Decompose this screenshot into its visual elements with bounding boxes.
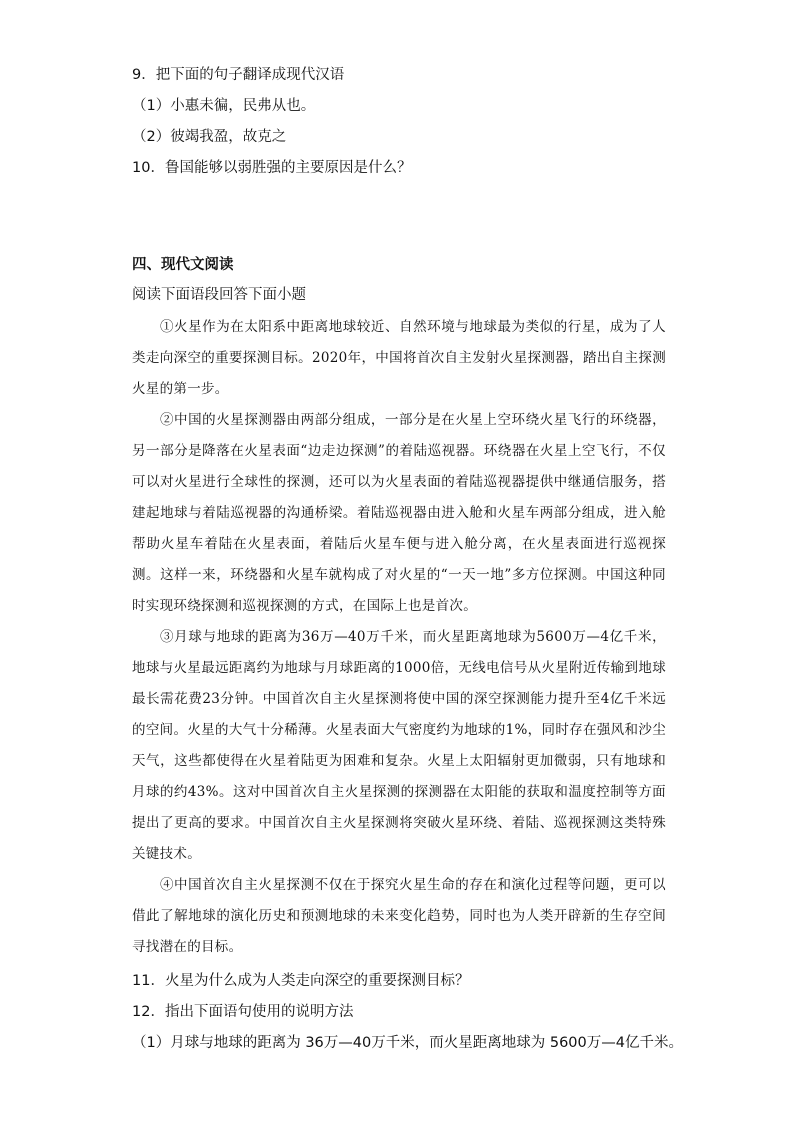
question-11: 11．火星为什么成为人类走向深空的重要探测目标？ [132,973,470,989]
question-9-part-2: （2）彼竭我盈，故克之 [132,129,287,145]
question-12: 12．指出下面语句使用的说明方法 [132,1004,354,1020]
passage-paragraph-2: ②中国的火星探测器由两部分组成，一部分是在火星上空环绕火星飞行的环绕器，另一部分是降落在火星表面“边走边探测”的着陆巡视器。环绕器在火星上空飞行，不仅可以对火星进行全球性的探测，还可以为火星表面的着陆巡视器提供中继通信服务，搭建起地球与着陆巡视器的沟通桥梁。着陆巡视器由进入舱和火星车两部分组成，进入舱帮助火星车着陆在火星表面，着陆后火星车便与进入舱分离，在火星表面进行巡视探测。这样一来，环绕器和火星车就构成了对火星的“一天一地”多方位探测。中国这种同时实现环绕探测和巡视探测的方式，在国际上也是首次。 [132,412,666,614]
passage-paragraph-1: ①火星作为在太阳系中距离地球较近、自然环境与地球最为类似的行星，成为了人类走向深空的重要探测目标。2020年，中国将首次自主发射火星探测器，踏出自主探测火星的第一步。 [132,319,666,397]
section-instruction: 阅读下面语段回答下面小题 [132,287,306,303]
section-heading: 四、现代文阅读 [132,257,234,273]
question-10: 10．鲁国能够以弱胜强的主要原因是什么？ [132,160,412,176]
question-12-part-1: （1）月球与地球的距离为 36万—40万千米，而火星距离地球为 5600万—4亿千米。 [132,1035,683,1051]
passage-paragraph-4: ④中国首次自主火星探测不仅在于探究火星生命的存在和演化过程等问题，更可以借此了解地球的演化历史和预测地球的未来变化趋势，同时也为人类开辟新的生存空间寻找潜在的目标。 [132,877,666,955]
question-9-part-1: （1）小惠未徧，民弗从也。 [132,98,316,114]
passage-paragraph-3: ③月球与地球的距离为36万—40万千米，而火星距离地球为5600万—4亿千米，地球与火星最远距离约为地球与月球距离的1000倍，无线电信号从火星附近传输到地球最长需花费23分钟。中国首次自主火星探测将使中国的深空探测能力提升至4亿千米远的空间。火星的大气十分稀薄。火星表面大气密度约为地球的1%，同时存在强风和沙尘天气，这些都使得在火星着陆更为困难和复杂。火星上太阳辐射更加微弱，只有地球和月球的约43%。这对中国首次自主火星探测的探测器在太阳能的获取和温度控制等方面提出了更高的要求。中国首次自主火星探测将突破火星环绕、着陆、巡视探测这类特殊关键技术。 [132,629,666,862]
question-9: 9．把下面的句子翻译成现代汉语 [132,67,345,83]
